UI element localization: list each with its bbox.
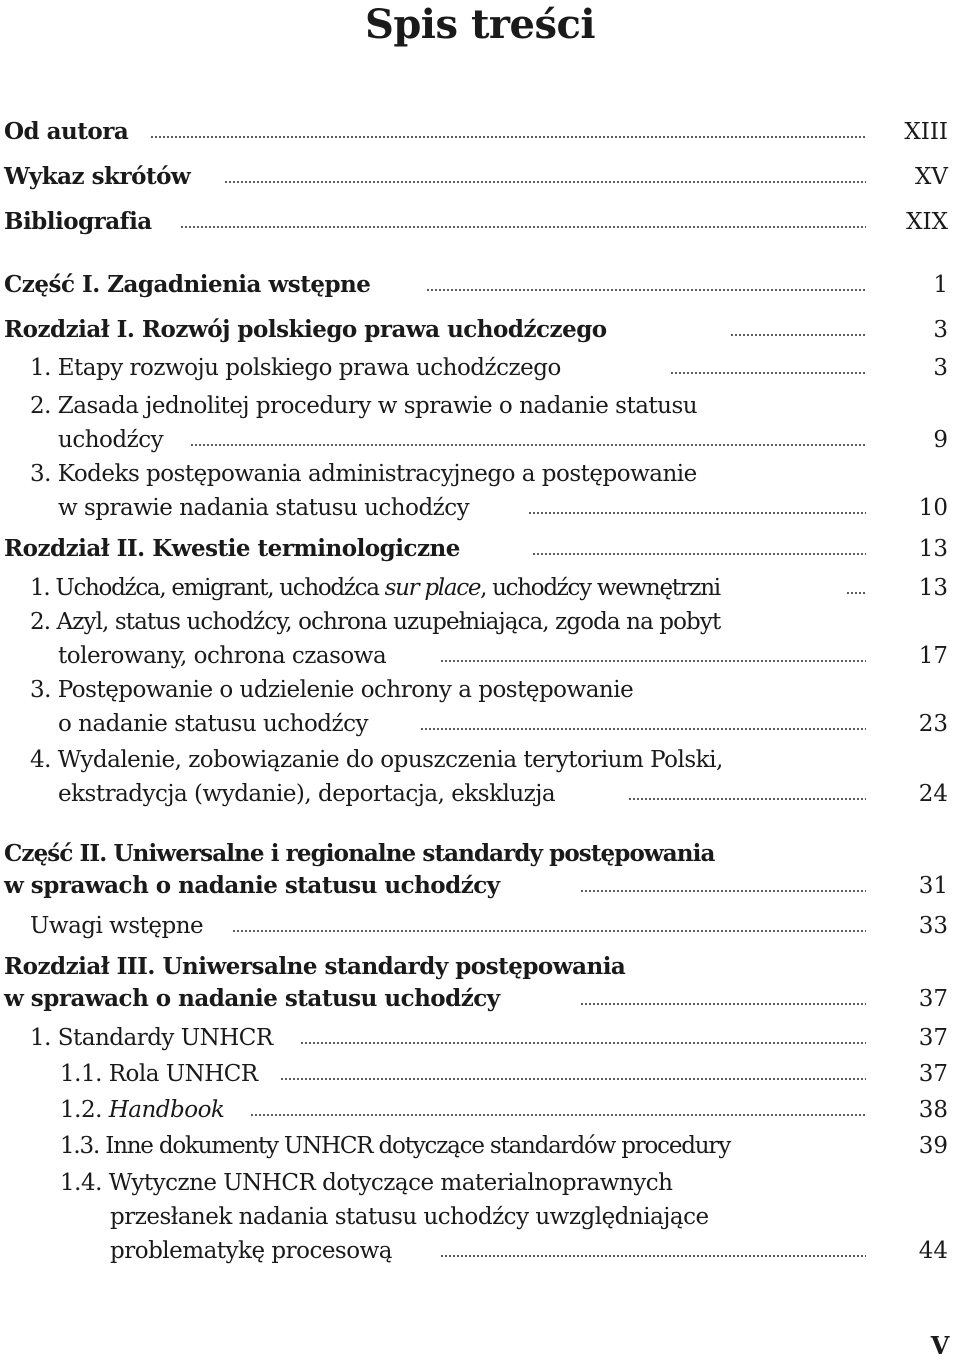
toc-entry-page: 37 — [918, 1061, 948, 1087]
toc-entry[interactable] — [0, 1200, 960, 1234]
toc-entry-page: 3 — [933, 355, 948, 381]
toc-leader-dots — [420, 728, 866, 730]
toc-leader-dots — [580, 890, 866, 892]
toc-leader-dots — [580, 1003, 866, 1005]
toc-entry-page: 10 — [918, 495, 948, 521]
toc-leader-dots — [730, 334, 866, 336]
toc-entry-page: XIX — [906, 209, 948, 235]
toc-entry[interactable] — [0, 1129, 960, 1163]
toc-entry-text: 2. Zasada jednolitej procedury w sprawie o nadanie statusu — [30, 393, 698, 419]
toc-entry-text: w sprawach o nadanie statusu uchodźcy — [4, 985, 500, 1012]
toc-leader-dots — [250, 1114, 866, 1116]
toc-entry[interactable] — [0, 982, 960, 1016]
toc-entry-text: Część II. Uniwersalne i regionalne standardy postępowania — [4, 840, 715, 867]
toc-entry-text: Rozdział I. Rozwój polskiego prawa uchodźczego — [4, 316, 607, 343]
toc-entry-text: problematykę procesową — [110, 1238, 392, 1264]
toc-entry[interactable] — [0, 491, 960, 525]
toc-entry-text: Wykaz skrótów — [4, 163, 191, 190]
toc-entry-text: 1.1. Rola UNHCR — [60, 1061, 258, 1087]
toc-entry-text: ekstradycja (wydanie), deportacja, ekskluzja — [58, 781, 556, 807]
toc-entry-page: 23 — [918, 711, 948, 737]
toc-entry-page: 24 — [918, 781, 948, 807]
toc-entry[interactable] — [0, 1093, 960, 1127]
toc-entry[interactable] — [0, 115, 960, 149]
toc-leader-dots — [232, 930, 866, 932]
toc-entry[interactable] — [0, 950, 960, 984]
toc-entry-page: 44 — [918, 1238, 948, 1264]
toc-entry[interactable] — [0, 743, 960, 777]
toc-leader-dots — [628, 798, 866, 800]
toc-entry[interactable] — [0, 605, 960, 639]
toc-entry[interactable] — [0, 423, 960, 457]
toc-entry-text: Rozdział II. Kwestie terminologiczne — [4, 535, 460, 562]
toc-entry[interactable] — [0, 639, 960, 673]
toc-entry[interactable] — [0, 837, 960, 871]
toc-entry-page: 39 — [918, 1133, 948, 1159]
toc-entry-page: 13 — [918, 575, 948, 601]
toc-entry[interactable] — [0, 532, 960, 566]
toc-entry-text: 1.2. Handbook — [60, 1097, 225, 1123]
toc-entry[interactable] — [0, 673, 960, 707]
toc-entry-page: 37 — [918, 1025, 948, 1051]
toc-entry[interactable] — [0, 313, 960, 347]
toc-entry[interactable] — [0, 777, 960, 811]
toc-leader-dots — [150, 136, 866, 138]
toc-entry-text: Uwagi wstępne — [30, 913, 204, 939]
toc-entry[interactable] — [0, 1021, 960, 1055]
toc-entry-page: 31 — [918, 873, 948, 899]
toc-leader-dots — [532, 553, 866, 555]
toc-entry-text: przesłanek nadania statusu uchodźcy uwzględniające — [110, 1204, 709, 1230]
toc-entry[interactable] — [0, 160, 960, 194]
toc-leader-dots — [440, 1255, 866, 1257]
toc-entry-text: o nadanie statusu uchodźcy — [58, 711, 369, 737]
toc-entry[interactable] — [0, 457, 960, 491]
toc-entry[interactable] — [0, 1234, 960, 1268]
toc-entry[interactable] — [0, 909, 960, 943]
toc-entry-text: tolerowany, ochrona czasowa — [58, 643, 387, 669]
toc-entry[interactable] — [0, 268, 960, 302]
toc-entry-text: uchodźcy — [58, 427, 164, 453]
toc-entry-page: 17 — [918, 643, 948, 669]
toc-leader-dots — [440, 660, 866, 662]
toc-leader-dots — [280, 1078, 866, 1080]
toc-entry-text: Bibliografia — [4, 208, 152, 235]
toc-entry-page: 9 — [933, 427, 948, 453]
toc-entry-page: 38 — [918, 1097, 948, 1123]
toc-leader-dots — [846, 592, 866, 594]
toc-entry-text: Rozdział III. Uniwersalne standardy postępowania — [4, 953, 626, 980]
toc-entry-text: Od autora — [4, 118, 129, 145]
toc-entry-text: 3. Kodeks postępowania administracyjnego a postępowanie — [30, 461, 697, 487]
toc-entry-text: 1.3. Inne dokumenty UNHCR dotyczące standardów procedury — [60, 1133, 731, 1159]
toc-entry-page: 1 — [933, 272, 948, 298]
page-title: Spis treści — [364, 1, 596, 48]
toc-entry-text: 1. Etapy rozwoju polskiego prawa uchodźczego — [30, 355, 561, 381]
toc-leader-dots — [190, 444, 866, 446]
toc-entry[interactable] — [0, 351, 960, 385]
toc-entry-text: 1. Uchodźca, emigrant, uchodźca sur place, uchodźcy wewnętrzni — [30, 575, 720, 601]
toc-entry[interactable] — [0, 1057, 960, 1091]
toc-entry[interactable] — [0, 571, 960, 605]
toc-entry-text: w sprawie nadania statusu uchodźcy — [58, 495, 470, 521]
toc-leader-dots — [528, 512, 866, 514]
toc-leader-dots — [300, 1042, 866, 1044]
toc-entry-text: 2. Azyl, status uchodźcy, ochrona uzupełniająca, zgoda na pobyt — [30, 609, 721, 635]
toc-entry-page: 3 — [933, 317, 948, 343]
toc-leader-dots — [670, 372, 866, 374]
toc-entry-text: 1.4. Wytyczne UNHCR dotyczące materialnoprawnych — [60, 1170, 673, 1196]
toc-entry-page: 33 — [918, 913, 948, 939]
toc-entry-text: 4. Wydalenie, zobowiązanie do opuszczenia terytorium Polski, — [30, 747, 723, 773]
toc-entry-page: XV — [915, 164, 948, 190]
toc-entry-page: XIII — [904, 119, 948, 145]
toc-entry-page: 13 — [918, 536, 948, 562]
toc-entry-text: w sprawach o nadanie statusu uchodźcy — [4, 872, 500, 899]
toc-entry[interactable] — [0, 389, 960, 423]
toc-entry-text: Część I. Zagadnienia wstępne — [4, 271, 371, 298]
toc-entry[interactable] — [0, 1166, 960, 1200]
toc-entry[interactable] — [0, 869, 960, 903]
toc-entry-text: 1. Standardy UNHCR — [30, 1025, 273, 1051]
toc-entry[interactable] — [0, 707, 960, 741]
toc-entry-page: 37 — [918, 986, 948, 1012]
toc-leader-dots — [426, 289, 866, 291]
toc-entry[interactable] — [0, 205, 960, 239]
page-number: V — [930, 1331, 950, 1360]
toc-leader-dots — [224, 181, 866, 183]
toc-leader-dots — [180, 226, 866, 228]
toc-entry-text: 3. Postępowanie o udzielenie ochrony a postępowanie — [30, 677, 634, 703]
